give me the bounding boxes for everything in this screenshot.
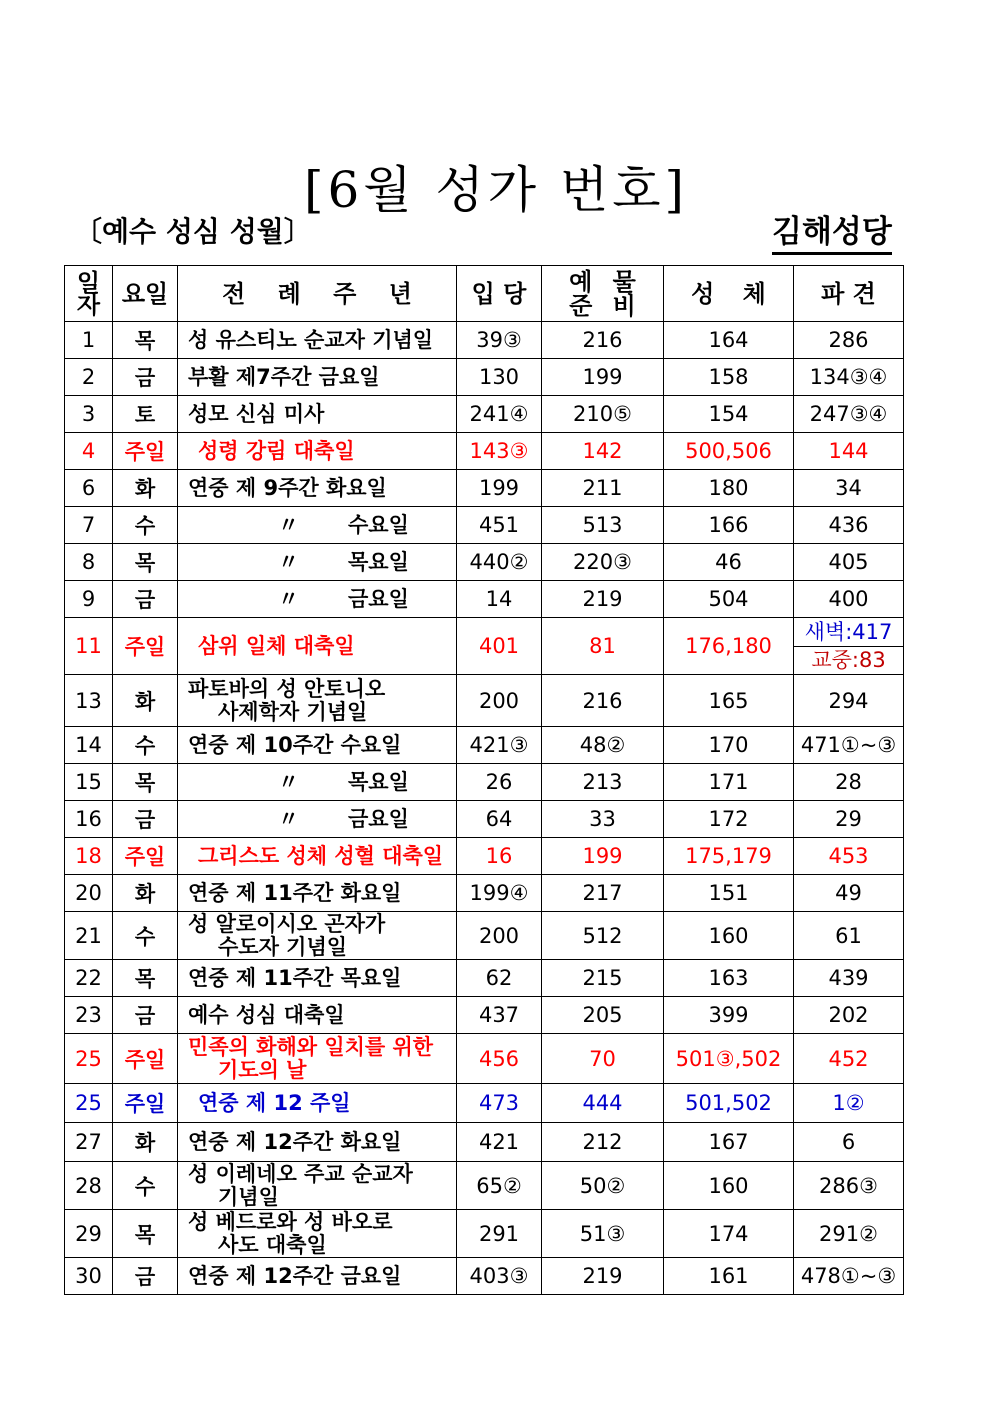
communion-cell: 154 — [664, 396, 794, 433]
weekday-cell: 목 — [113, 322, 178, 359]
weekday-cell: 금 — [113, 801, 178, 838]
dismissal-cell: 6 — [794, 1123, 904, 1162]
offertory-cell: 215 — [542, 960, 664, 997]
ditto-mark: 〃 — [278, 549, 299, 574]
dismissal-cell: 291② — [794, 1210, 904, 1258]
weekday-cell: 주일 — [113, 1034, 178, 1084]
weekday-cell: 수 — [113, 912, 178, 960]
liturgy-label: 연중 제 9주간 화요일 — [188, 475, 387, 500]
date-cell: 3 — [65, 396, 113, 433]
offertory-cell: 33 — [542, 801, 664, 838]
offertory-cell: 212 — [542, 1123, 664, 1162]
liturgy-cell — [178, 675, 457, 727]
entrance-cell: 437 — [457, 997, 542, 1034]
communion-cell: 174 — [664, 1210, 794, 1258]
liturgy-line-1: 성 베드로와 성 바오로 — [188, 1209, 393, 1234]
parish-name: 김해성당 — [772, 212, 892, 255]
liturgy-label: 금요일 — [348, 806, 409, 831]
weekday-cell: 수 — [113, 727, 178, 764]
liturgy-label: 성령 강림 대축일 — [198, 438, 355, 463]
weekday-cell: 토 — [113, 396, 178, 433]
table-row — [65, 618, 904, 675]
liturgy-cell — [178, 396, 457, 433]
offertory-cell: 70 — [542, 1034, 664, 1084]
offertory-cell: 205 — [542, 997, 664, 1034]
offertory-cell: 219 — [542, 581, 664, 618]
entrance-cell: 143③ — [457, 433, 542, 470]
date-cell: 25 — [65, 1084, 113, 1123]
liturgy-label: 그리스도 성체 성혈 대축일 — [198, 843, 444, 868]
dismissal-cell: 1② — [794, 1084, 904, 1123]
page-title: [6월 성가 번호] — [303, 161, 689, 219]
entrance-cell: 403③ — [457, 1258, 542, 1295]
offertory-cell: 48② — [542, 727, 664, 764]
hymn-table — [64, 265, 904, 1295]
liturgy-cell — [178, 801, 457, 838]
liturgy-label: 성모 신심 미사 — [188, 401, 325, 426]
liturgy-label: 연중 제 12주간 화요일 — [188, 1129, 402, 1154]
liturgy-cell — [178, 618, 457, 675]
liturgy-label: 연중 제 10주간 수요일 — [188, 732, 402, 757]
dismissal-cell: 286 — [794, 322, 904, 359]
communion-cell: 161 — [664, 1258, 794, 1295]
date-cell: 25 — [65, 1034, 113, 1084]
communion-cell: 171 — [664, 764, 794, 801]
offertory-cell: 513 — [542, 507, 664, 544]
date-cell: 8 — [65, 544, 113, 581]
date-cell: 7 — [65, 507, 113, 544]
liturgy-label: 예수 성심 대축일 — [188, 1002, 345, 1027]
entrance-cell: 200 — [457, 675, 542, 727]
table-row — [65, 1034, 904, 1084]
table-row — [65, 359, 904, 396]
date-cell: 23 — [65, 997, 113, 1034]
table-row — [65, 1123, 904, 1162]
liturgy-line-2: 사도 대축일 — [218, 1232, 327, 1257]
table-row — [65, 727, 904, 764]
communion-cell: 46 — [664, 544, 794, 581]
table-row — [65, 912, 904, 960]
liturgy-cell — [178, 764, 457, 801]
weekday-cell: 주일 — [113, 838, 178, 875]
table-row — [65, 322, 904, 359]
liturgy-line-1: 민족의 화해와 일치를 위한 — [188, 1034, 434, 1059]
dismissal-cell: 28 — [794, 764, 904, 801]
dismissal-cell: 202 — [794, 997, 904, 1034]
communion-cell: 160 — [664, 1162, 794, 1210]
liturgy-cell — [178, 433, 457, 470]
header-offertory: 예 물 준 비 — [542, 266, 664, 322]
dismissal-cell: 61 — [794, 912, 904, 960]
liturgy-cell — [178, 322, 457, 359]
dismissal-cell: 478①~③ — [794, 1258, 904, 1295]
communion-cell: 163 — [664, 960, 794, 997]
table-row — [65, 801, 904, 838]
liturgy-line-1: 파토바의 성 안토니오 — [188, 676, 386, 701]
weekday-cell: 화 — [113, 675, 178, 727]
offertory-cell: 216 — [542, 322, 664, 359]
liturgy-line-2: 사제학자 기념일 — [218, 699, 368, 724]
communion-cell: 165 — [664, 675, 794, 727]
liturgy-cell — [178, 727, 457, 764]
entrance-cell: 199 — [457, 470, 542, 507]
communion-cell: 166 — [664, 507, 794, 544]
liturgy-line-2: 수도자 기념일 — [218, 934, 348, 959]
date-cell: 27 — [65, 1123, 113, 1162]
liturgy-cell — [178, 960, 457, 997]
dismissal-cell: 471①~③ — [794, 727, 904, 764]
liturgy-label: 금요일 — [348, 586, 409, 611]
dismissal-cell: 134③④ — [794, 359, 904, 396]
header-liturgy: 전 례 주 년 — [178, 266, 457, 322]
weekday-cell: 화 — [113, 470, 178, 507]
offertory-cell: 142 — [542, 433, 664, 470]
entrance-cell: 64 — [457, 801, 542, 838]
table-row — [65, 544, 904, 581]
date-cell: 30 — [65, 1258, 113, 1295]
liturgy-cell — [178, 875, 457, 912]
table-row — [65, 997, 904, 1034]
header-row — [65, 266, 904, 322]
entrance-cell: 241④ — [457, 396, 542, 433]
table-row — [65, 1084, 904, 1123]
liturgy-label: 연중 제 12 주일 — [198, 1090, 351, 1115]
table-row — [65, 960, 904, 997]
weekday-cell: 목 — [113, 1210, 178, 1258]
offertory-cell: 210⑤ — [542, 396, 664, 433]
entrance-cell: 65② — [457, 1162, 542, 1210]
communion-cell: 164 — [664, 322, 794, 359]
communion-cell: 172 — [664, 801, 794, 838]
dismissal-cell: 294 — [794, 675, 904, 727]
dismissal-cell: 49 — [794, 875, 904, 912]
weekday-cell: 화 — [113, 1123, 178, 1162]
communion-cell: 180 — [664, 470, 794, 507]
entrance-cell: 473 — [457, 1084, 542, 1123]
offertory-cell: 199 — [542, 838, 664, 875]
liturgy-label: 목요일 — [348, 769, 409, 794]
date-cell: 13 — [65, 675, 113, 727]
header-weekday: 요일 — [113, 266, 178, 322]
dismissal-cell: 29 — [794, 801, 904, 838]
liturgy-cell — [178, 544, 457, 581]
dismissal-main: 교중:83 — [811, 648, 886, 672]
header-dismissal: 파 견 — [794, 266, 904, 322]
offertory-cell: 81 — [542, 618, 664, 675]
entrance-cell: 130 — [457, 359, 542, 396]
dismissal-cell: 286③ — [794, 1162, 904, 1210]
offertory-cell: 51③ — [542, 1210, 664, 1258]
ditto-mark: 〃 — [278, 586, 299, 611]
ditto-mark: 〃 — [278, 512, 299, 537]
header-communion: 성 체 — [664, 266, 794, 322]
table-row — [65, 675, 904, 727]
entrance-cell: 62 — [457, 960, 542, 997]
date-cell: 16 — [65, 801, 113, 838]
weekday-cell: 수 — [113, 1162, 178, 1210]
table-row — [65, 838, 904, 875]
table-row — [65, 875, 904, 912]
date-cell: 29 — [65, 1210, 113, 1258]
dismissal-cell: 405 — [794, 544, 904, 581]
weekday-cell: 목 — [113, 764, 178, 801]
offertory-cell: 216 — [542, 675, 664, 727]
date-cell: 15 — [65, 764, 113, 801]
entrance-cell: 199④ — [457, 875, 542, 912]
dismissal-cell: 439 — [794, 960, 904, 997]
entrance-cell: 401 — [457, 618, 542, 675]
liturgy-cell — [178, 997, 457, 1034]
liturgy-cell — [178, 1210, 457, 1258]
weekday-cell: 주일 — [113, 433, 178, 470]
entrance-cell: 421③ — [457, 727, 542, 764]
entrance-cell: 14 — [457, 581, 542, 618]
table-row — [65, 507, 904, 544]
date-cell: 18 — [65, 838, 113, 875]
dismissal-cell: 453 — [794, 838, 904, 875]
date-cell: 22 — [65, 960, 113, 997]
liturgy-cell — [178, 1084, 457, 1123]
liturgy-cell — [178, 1123, 457, 1162]
liturgy-label: 삼위 일체 대축일 — [198, 633, 355, 658]
month-theme: 〔예수 성심 성월〕 — [74, 215, 312, 248]
entrance-cell: 291 — [457, 1210, 542, 1258]
entrance-cell: 421 — [457, 1123, 542, 1162]
liturgy-label: 연중 제 11주간 목요일 — [188, 965, 402, 990]
date-cell: 21 — [65, 912, 113, 960]
communion-cell: 176,180 — [664, 618, 794, 675]
communion-cell: 500,506 — [664, 433, 794, 470]
table-row — [65, 433, 904, 470]
offertory-cell: 213 — [542, 764, 664, 801]
liturgy-label: 수요일 — [348, 512, 409, 537]
offertory-cell: 219 — [542, 1258, 664, 1295]
table-row — [65, 764, 904, 801]
entrance-cell: 200 — [457, 912, 542, 960]
weekday-cell: 수 — [113, 507, 178, 544]
liturgy-cell — [178, 507, 457, 544]
communion-cell: 501③,502 — [664, 1034, 794, 1084]
liturgy-label: 연중 제 12주간 금요일 — [188, 1263, 402, 1288]
date-cell: 28 — [65, 1162, 113, 1210]
liturgy-line-1: 성 알로이시오 곤자가 — [188, 911, 386, 936]
table-row — [65, 581, 904, 618]
dismissal-cell: 34 — [794, 470, 904, 507]
weekday-cell: 주일 — [113, 618, 178, 675]
date-cell: 20 — [65, 875, 113, 912]
date-cell: 4 — [65, 433, 113, 470]
offertory-cell: 512 — [542, 912, 664, 960]
liturgy-cell — [178, 912, 457, 960]
entrance-cell: 451 — [457, 507, 542, 544]
table-row — [65, 1258, 904, 1295]
liturgy-line-2: 기도의 날 — [218, 1057, 307, 1082]
liturgy-cell — [178, 1162, 457, 1210]
entrance-cell: 16 — [457, 838, 542, 875]
entrance-cell: 456 — [457, 1034, 542, 1084]
dismissal-cell — [794, 618, 904, 675]
liturgy-label: 목요일 — [348, 549, 409, 574]
communion-cell: 158 — [664, 359, 794, 396]
date-cell: 6 — [65, 470, 113, 507]
communion-cell: 151 — [664, 875, 794, 912]
dismissal-cell: 400 — [794, 581, 904, 618]
weekday-cell: 주일 — [113, 1084, 178, 1123]
liturgy-line-1: 성 이레네오 주교 순교자 — [188, 1161, 413, 1186]
liturgy-cell — [178, 470, 457, 507]
table-row — [65, 1210, 904, 1258]
table-row — [65, 396, 904, 433]
weekday-cell: 금 — [113, 1258, 178, 1295]
communion-cell: 170 — [664, 727, 794, 764]
dismissal-cell: 452 — [794, 1034, 904, 1084]
liturgy-label: 성 유스티노 순교자 기념일 — [188, 327, 434, 352]
liturgy-cell — [178, 359, 457, 396]
communion-cell: 167 — [664, 1123, 794, 1162]
communion-cell: 399 — [664, 997, 794, 1034]
communion-cell: 504 — [664, 581, 794, 618]
dismissal-cell: 436 — [794, 507, 904, 544]
communion-cell: 501,502 — [664, 1084, 794, 1123]
communion-cell: 160 — [664, 912, 794, 960]
entrance-cell: 440② — [457, 544, 542, 581]
weekday-cell: 금 — [113, 997, 178, 1034]
offertory-cell: 220③ — [542, 544, 664, 581]
weekday-cell: 목 — [113, 544, 178, 581]
liturgy-cell — [178, 838, 457, 875]
offertory-cell: 444 — [542, 1084, 664, 1123]
liturgy-label: 연중 제 11주간 화요일 — [188, 880, 402, 905]
liturgy-cell — [178, 1258, 457, 1295]
liturgy-label: 부활 제7주간 금요일 — [188, 364, 380, 389]
offertory-cell: 217 — [542, 875, 664, 912]
liturgy-cell — [178, 1034, 457, 1084]
dismissal-cell: 247③④ — [794, 396, 904, 433]
communion-cell: 175,179 — [664, 838, 794, 875]
offertory-cell: 50② — [542, 1162, 664, 1210]
date-cell: 2 — [65, 359, 113, 396]
header-date: 일 자 — [65, 266, 113, 322]
offertory-cell: 211 — [542, 470, 664, 507]
date-cell: 9 — [65, 581, 113, 618]
dismissal-cell: 144 — [794, 433, 904, 470]
dismissal-dawn: 새벽:417 — [794, 618, 903, 647]
entrance-cell: 39③ — [457, 322, 542, 359]
weekday-cell: 목 — [113, 960, 178, 997]
date-cell: 11 — [65, 618, 113, 675]
date-cell: 1 — [65, 322, 113, 359]
liturgy-cell — [178, 581, 457, 618]
ditto-mark: 〃 — [278, 769, 299, 794]
weekday-cell: 화 — [113, 875, 178, 912]
weekday-cell: 금 — [113, 359, 178, 396]
offertory-cell: 199 — [542, 359, 664, 396]
date-cell: 14 — [65, 727, 113, 764]
entrance-cell: 26 — [457, 764, 542, 801]
table-row — [65, 470, 904, 507]
ditto-mark: 〃 — [278, 806, 299, 831]
header-entrance: 입 당 — [457, 266, 542, 322]
weekday-cell: 금 — [113, 581, 178, 618]
table-row — [65, 1162, 904, 1210]
liturgy-line-2: 기념일 — [218, 1184, 279, 1209]
